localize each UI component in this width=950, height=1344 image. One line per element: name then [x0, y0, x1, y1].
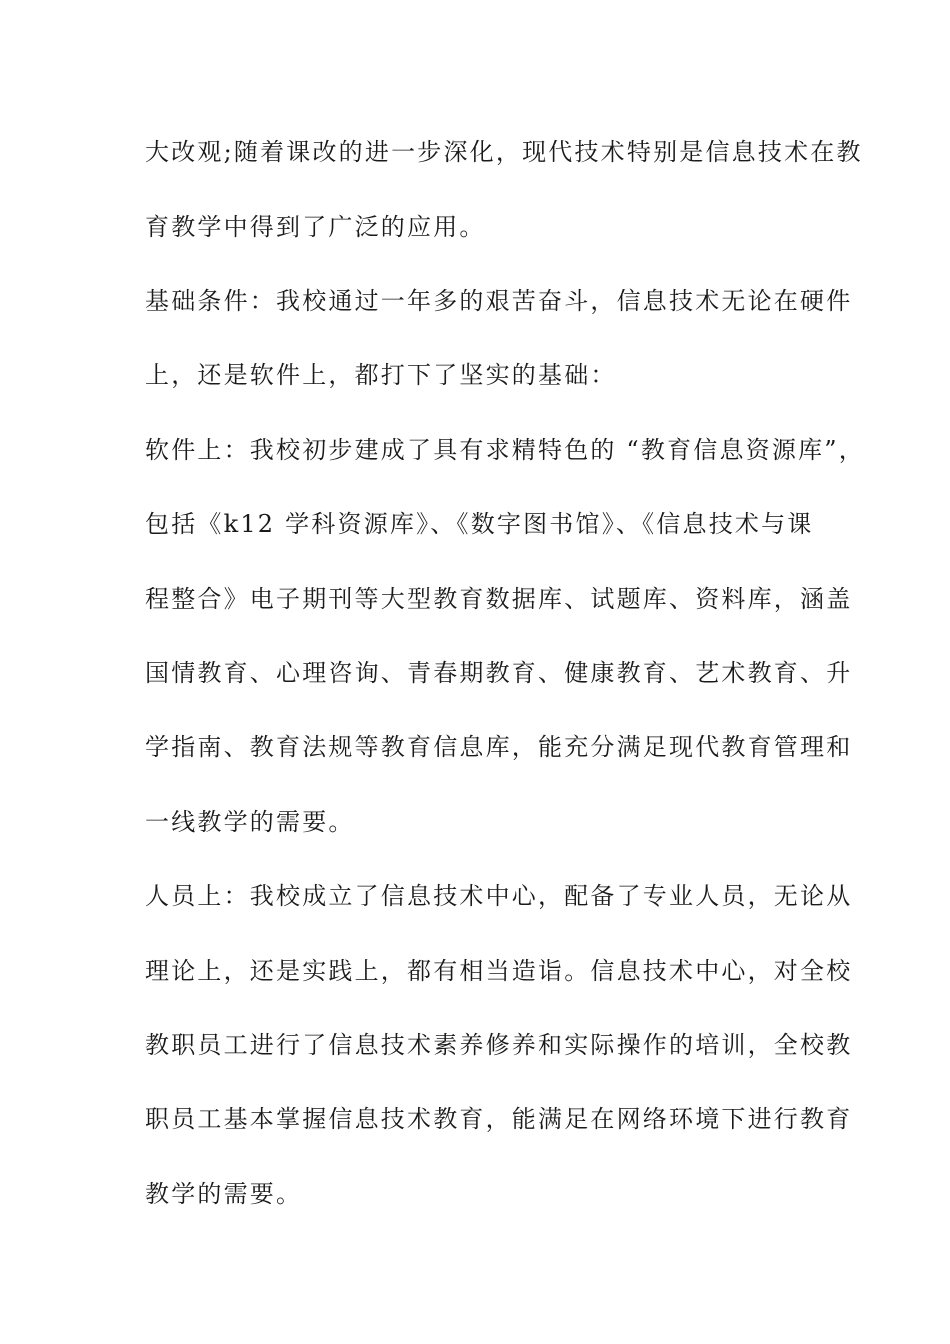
text-line: 理论上，还是实践上，都有相当造诣。信息技术中心，对全校: [145, 957, 853, 985]
text-line: 大改观;随着课改的进一步深化，现代技术特别是信息技术在教: [145, 138, 863, 166]
text-line: 上，还是软件上，都打下了坚实的基础：: [145, 361, 617, 389]
text-line: 教学的需要。: [145, 1180, 303, 1208]
text-line: 教职员工进行了信息技术素养修养和实际操作的培训，全校教: [145, 1031, 853, 1059]
text-line: 人员上：我校成立了信息技术中心，配备了专业人员，无论从: [145, 882, 853, 910]
text-line: 职员工基本掌握信息技术教育，能满足在网络环境下进行教育: [145, 1105, 853, 1133]
text-line: 程整合》电子期刊等大型教育数据库、试题库、资料库，涵盖: [145, 585, 853, 613]
text-line: 育教学中得到了广泛的应用。: [145, 213, 486, 241]
text-line: 软件上：我校初步建成了具有求精特色的 “教育信息资源库”，: [145, 436, 865, 464]
text-line: 基础条件：我校通过一年多的艰苦奋斗，信息技术无论在硬件: [145, 287, 853, 315]
text-line: 学指南、教育法规等教育信息库，能充分满足现代教育管理和: [145, 733, 853, 761]
text-line: 国情教育、心理咨询、青春期教育、健康教育、艺术教育、升: [145, 659, 853, 687]
text-line: 一线教学的需要。: [145, 808, 355, 836]
text-line: 包括《k12 学科资源库》、《数字图书馆》、《信息技术与课: [145, 510, 814, 538]
